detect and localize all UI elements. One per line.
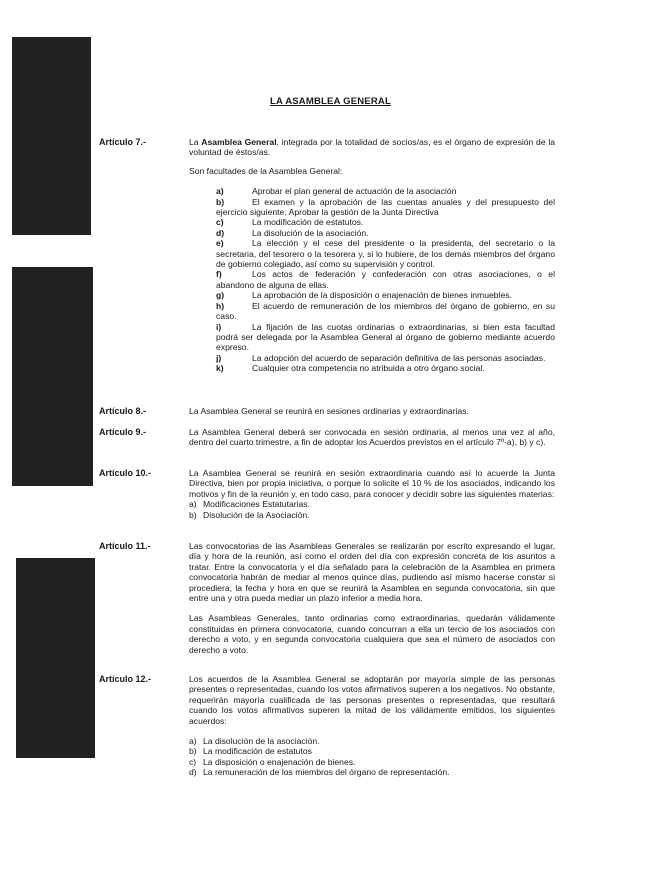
list-item: b) Disolución de la Asociación. bbox=[189, 509, 310, 520]
article-body bbox=[189, 468, 555, 520]
list-item: a) Modificaciones Estatutarias. bbox=[189, 499, 310, 510]
article-paragraph: Las convocatorias de las Asambleas Generales se realizarán por escrito expresando el lugar, día y hora de la reunión, así como el orden del día con expresión concreta de los asuntos a tratar. Entre la convocatoria y el día señalado para la celebración de la Asamblea en primera convocatoria habrán de mediar al menos quince días, pudiendo así mismo hacerse constar si procediera, la fecha y hora en que se reunirá la Asamblea en segunda convocatoria, sin que entre una y otra pueda mediar un plazo inferior a media hora. bbox=[189, 541, 555, 604]
article-label: Artículo 9.- bbox=[99, 427, 147, 437]
materias-list bbox=[189, 499, 555, 520]
article-label: Artículo 10.- bbox=[99, 468, 152, 478]
article-text: Los acuerdos de la Asamblea General se adoptarán por mayoría simple de las personas presentes o representadas, cuando los votos afirmativos superen a los negativos. No obstante, requerirán mayoría cualificada de las personas presentes o representadas, que resultará cuando los votos afirmativos superen la mitad de los válidamente emitidos, los siguientes acuerdos: bbox=[189, 674, 555, 726]
article-body bbox=[189, 541, 555, 663]
list-item: c) La disposición o enajenación de bienes. bbox=[189, 756, 356, 767]
list-item: j) La adopción del acuerdo de separación definitiva de las personas asociadas. bbox=[216, 352, 546, 363]
list-item: i) La fijación de las cuotas ordinarias o extraordinarias, si bien esta facultad podrá ser delegada por la Asamblea General al órgano de gobierno mediante acuerdo expreso. bbox=[216, 321, 555, 353]
list-item: b) La modificación de estatutos bbox=[189, 746, 312, 757]
list-item: d) La remuneración de los miembros del órgano de representación. bbox=[189, 767, 450, 778]
article-body: La Asamblea General se reunirá en sesiones ordinarias y extraordinarias. bbox=[189, 406, 469, 416]
list-item: h) El acuerdo de remuneración de los miembros del órgano de gobierno, en su caso. bbox=[216, 300, 555, 322]
facultades-heading: Son facultades de la Asamblea General: bbox=[189, 165, 343, 176]
redaction-block bbox=[16, 558, 95, 758]
article-body: La Asamblea General deberá ser convocada en sesión ordinaria, al menos una vez al año, dentro del cuarto trimestre, a fin de adoptar los Acuerdos previstos en el artículo 7º-a), b) y c). bbox=[189, 427, 555, 448]
article-label: Artículo 7.- bbox=[99, 137, 147, 147]
article-label: Artículo 12.- bbox=[99, 674, 152, 684]
page-title: LA ASAMBLEA GENERAL bbox=[270, 96, 391, 107]
redaction-block bbox=[12, 37, 91, 235]
article-body bbox=[189, 137, 555, 374]
article-body bbox=[189, 674, 555, 778]
list-item: f) Los actos de federación y confederación con otras asociaciones, o el abandono de alguna de ellas. bbox=[216, 269, 555, 290]
facultades-list bbox=[216, 186, 555, 373]
list-item: e) La elección y el cese del presidente o la presidenta, del secretario o la secretaria, del tesorero o la tesorera y, si lo hubiere, de los demás miembros del órgano de gobierno colegiado, así como su supervisión y control. bbox=[216, 238, 555, 270]
article-label: Artículo 8.- bbox=[99, 406, 147, 416]
list-item: b) El examen y la aprobación de las cuentas anuales y del presupuesto del ejercicio siguiente. Aprobar la gestión de la Junta Directiva bbox=[216, 196, 555, 218]
redaction-block bbox=[12, 267, 93, 486]
list-item: c) La modificación de estatutos. bbox=[216, 217, 364, 228]
list-item: a) La disolución de la asociación. bbox=[189, 736, 320, 747]
list-item: k) Cualquier otra competencia no atribuida a otro órgano social. bbox=[216, 363, 485, 374]
list-item: d) La disolución de la asociación. bbox=[216, 227, 369, 238]
acuerdos-list bbox=[189, 736, 555, 778]
article-intro: La Asamblea General, integrada por la totalidad de socios/as, es el órgano de expresión de la voluntad de éstos/as. bbox=[189, 137, 556, 158]
article-text: La Asamblea General se reunirá en sesión extraordinaria cuando así lo acuerde la Junta Directiva, bien por propia iniciativa, o porque lo solicite el 10 % de los asociados, indicando los motivos y fin de la reunión y, en todo caso, para conocer y decidir sobre las siguientes materias: bbox=[189, 468, 555, 499]
list-item: a) Aprobar el plan general de actuación de la asociación bbox=[216, 186, 457, 197]
list-item: g) La aprobación de la disposición o enajenación de bienes inmuebles. bbox=[216, 290, 512, 301]
article-label: Artículo 11.- bbox=[99, 541, 151, 551]
article-paragraph: Las Asambleas Generales, tanto ordinarias como extraordinarias, quedarán válidamente constituidas en primera convocatoria, cuando concurran a ella un tercio de los asociados con derecho a voto, y en segunda convocatoria cualquiera que sea el número de asociados con derecho a voto. bbox=[189, 613, 555, 655]
